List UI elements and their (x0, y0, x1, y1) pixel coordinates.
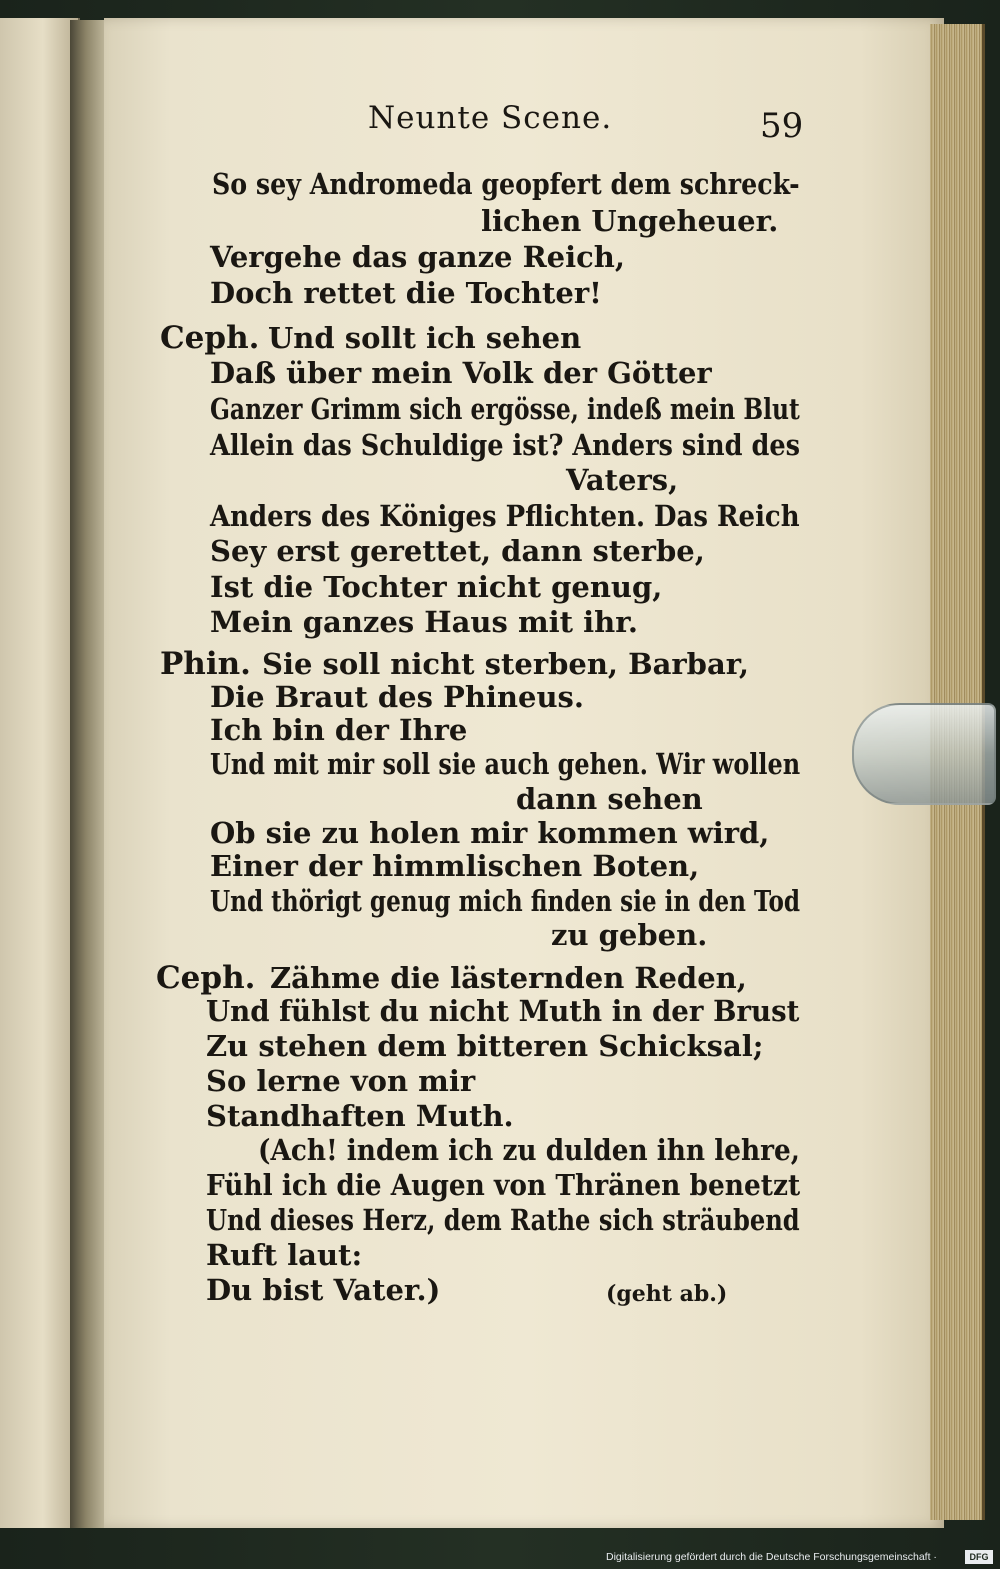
verse-line: Anders des Königes Pflichten. Das Reich (210, 499, 800, 533)
verse-line: Ganzer Grimm sich ergösse, indeß mein Blut (210, 392, 800, 426)
verse-line: Und mit mir soll sie auch gehen. Wir wollen (210, 747, 801, 781)
verse-line: dann sehen (516, 782, 703, 816)
digitization-credit: Digitalisierung gefördert durch die Deutsche Forschungsgemeinschaft · (606, 1551, 937, 1563)
speaker-label: Ceph. (160, 320, 260, 356)
speaker-label: Phin. (160, 646, 251, 682)
verse-line: Doch rettet die Tochter! (210, 276, 602, 310)
verse-line: Allein das Schuldige ist? Anders sind des (210, 428, 801, 462)
verse-line: Mein ganzes Haus mit ihr. (210, 605, 638, 639)
speaker-label: Ceph. (156, 960, 256, 996)
verse-line: Einer der himmlischen Boten, (210, 849, 700, 883)
verse-line: Und dieses Herz, dem Rathe sich sträubend (206, 1203, 800, 1237)
verse-line: lichen Ungeheuer. (481, 204, 779, 238)
verse-line: Vaters, (566, 463, 679, 497)
verse-line: Daß über mein Volk der Götter (210, 356, 712, 390)
verse-line: Ist die Tochter nicht genug, (210, 570, 663, 604)
verse-line: (Ach! indem ich zu dulden ihn lehre, (258, 1133, 800, 1167)
verse-line: So sey Andromeda geopfert dem schreck- (212, 167, 800, 201)
verse-line: Sie soll nicht sterben, Barbar, (262, 647, 750, 681)
verse-line: Und fühlst du nicht Muth in der Brust (206, 994, 800, 1028)
verse-line: Die Braut des Phineus. (210, 680, 584, 714)
verse-line: Sey erst gerettet, dann sterbe, (210, 534, 705, 568)
verse-line: Und sollt ich sehen (268, 321, 582, 355)
verse-line: Zu stehen dem bitteren Schicksal; (206, 1029, 764, 1063)
verse-line: So lerne von mir (206, 1064, 476, 1098)
verse-line: Standhaften Muth. (206, 1099, 514, 1133)
verse-line: Du bist Vater.) (206, 1273, 441, 1307)
dfg-logo: DFG (965, 1550, 993, 1564)
verse-line: Fühl ich die Augen von Thränen benetzt (206, 1168, 801, 1202)
running-head: Neunte Scene. (368, 100, 613, 136)
verse-line: Ob sie zu holen mir kommen wird, (210, 816, 770, 850)
verse-line: Ich bin der Ihre (210, 713, 468, 747)
page-number: 59 (760, 106, 804, 146)
verse-line: zu geben. (551, 918, 708, 952)
verse-line: Und thörigt genug mich finden sie in den Tod (210, 884, 801, 918)
verse-line: Ruft laut: (206, 1238, 363, 1272)
verse-line: Zähme die lästernden Reden, (270, 961, 747, 995)
stage-direction: (geht ab.) (606, 1281, 728, 1307)
verse-line: Vergehe das ganze Reich, (210, 240, 625, 274)
page-clip (852, 703, 996, 805)
